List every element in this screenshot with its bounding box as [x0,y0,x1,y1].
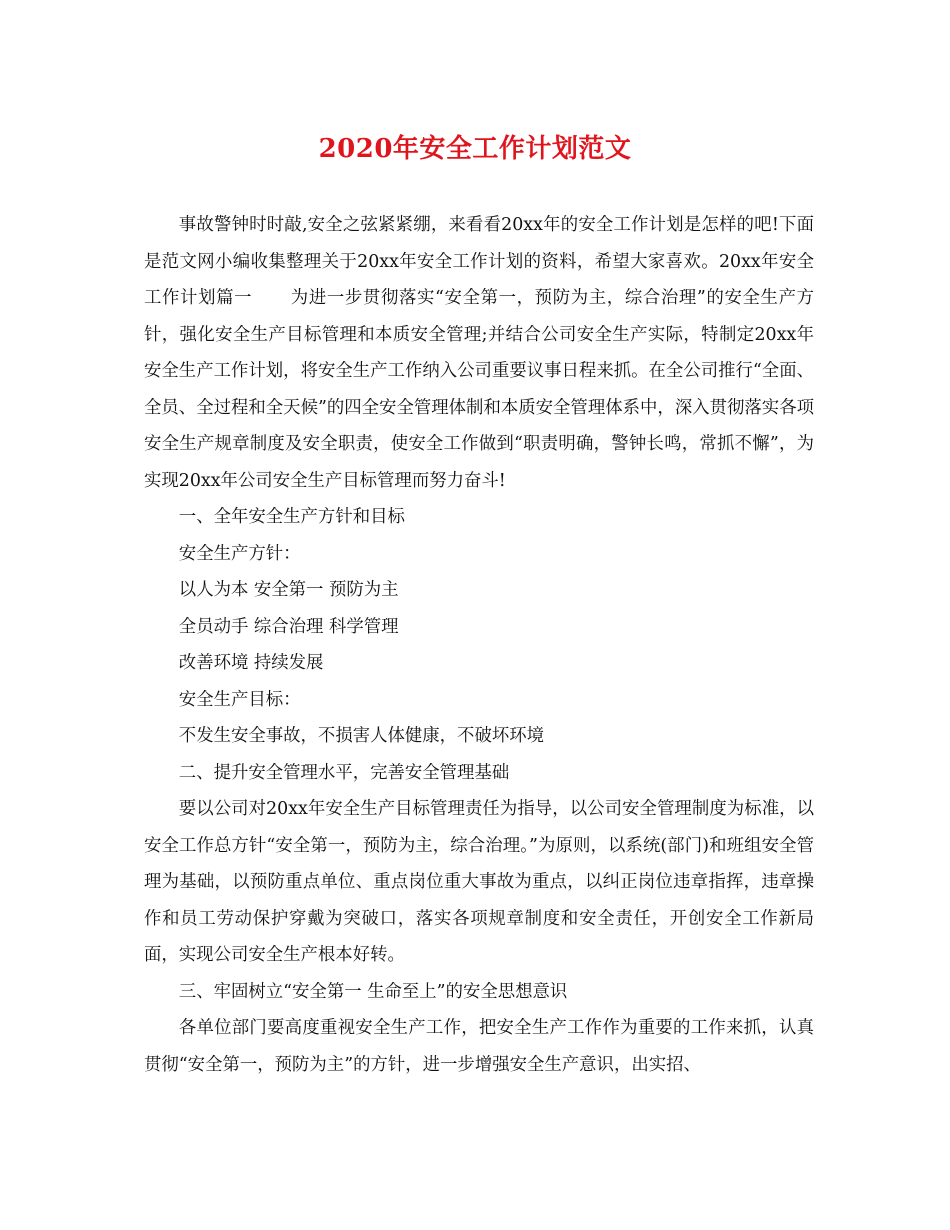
paragraph: 以人为本 安全第一 预防为主 [178,580,399,600]
paragraph: 安全生产目标： [178,689,301,710]
paragraph: 各单位部门要高度重视安全生产工作，把安全生产工作作为重要的工作来抓，认真贯彻“安全第一，预防为主”的方针，进一步增强安全生产意识，出实招、 [144,1018,814,1075]
paragraph: 要以公司对20xx年安全生产目标管理责任为指导，以公司安全管理制度为标准，以安全工作总方针“安全第一，预防为主，综合治理。”为原则，以系统(部门)和班组安全管理为基础，以预防重点单位、重点岗位重大事故为重点，以纠正岗位违章指挥，违章操作和员工劳动保护穿戴为突破口，落实各项规章制度和安全责任，开创安全工作新局面，实现公司安全生产根本好转。 [144,799,814,965]
section-heading: 20xx年安全工作计划篇一 [144,251,814,308]
section-body: 为进一步贯彻落实“安全第一，预防为主，综合治理”的安全生产方针，强化安全生产目标管理和本质安全管理;并结合公司安全生产实际，特制定20xx年安全生产工作计划，将安全生产工作纳入公司重要议事日程来抓。在全公司推行“全面、全员、全过程和全天候”的四全安全管理体制和本质安全管理体系中，深入贯彻落实各项安全生产规章制度及安全职责，使安全工作做到“职责明确，警钟长鸣，常抓不懈”，为实现20xx年公司安全生产目标管理而努力奋斗! [144,288,814,491]
intro-text: 事故警钟时时敲,安全之弦紧紧绷，来看看20xx年的安全工作计划是怎样的吧!下面是范文网小编收集整理关于20xx年安全工作计划的资料，希望大家喜欢。 [144,215,814,272]
paragraph: 改善环境 持续发展 [178,653,324,673]
paragraph: 三、牢固树立“安全第一 生命至上”的安全思想意识 [178,981,568,1002]
paragraph: 安全生产方针： [178,543,301,564]
paragraph: 全员动手 综合治理 科学管理 [178,616,399,637]
document-title: 2020年安全工作计划范文 [318,134,632,164]
document-body [144,207,814,1083]
paragraph: 二、提升安全管理水平，完善安全管理基础 [178,762,510,783]
intro-paragraph [144,207,814,499]
paragraph: 一、全年安全生产方针和目标 [178,507,405,527]
paragraph: 不发生安全事故，不损害人体健康，不破坏环境 [178,726,545,746]
